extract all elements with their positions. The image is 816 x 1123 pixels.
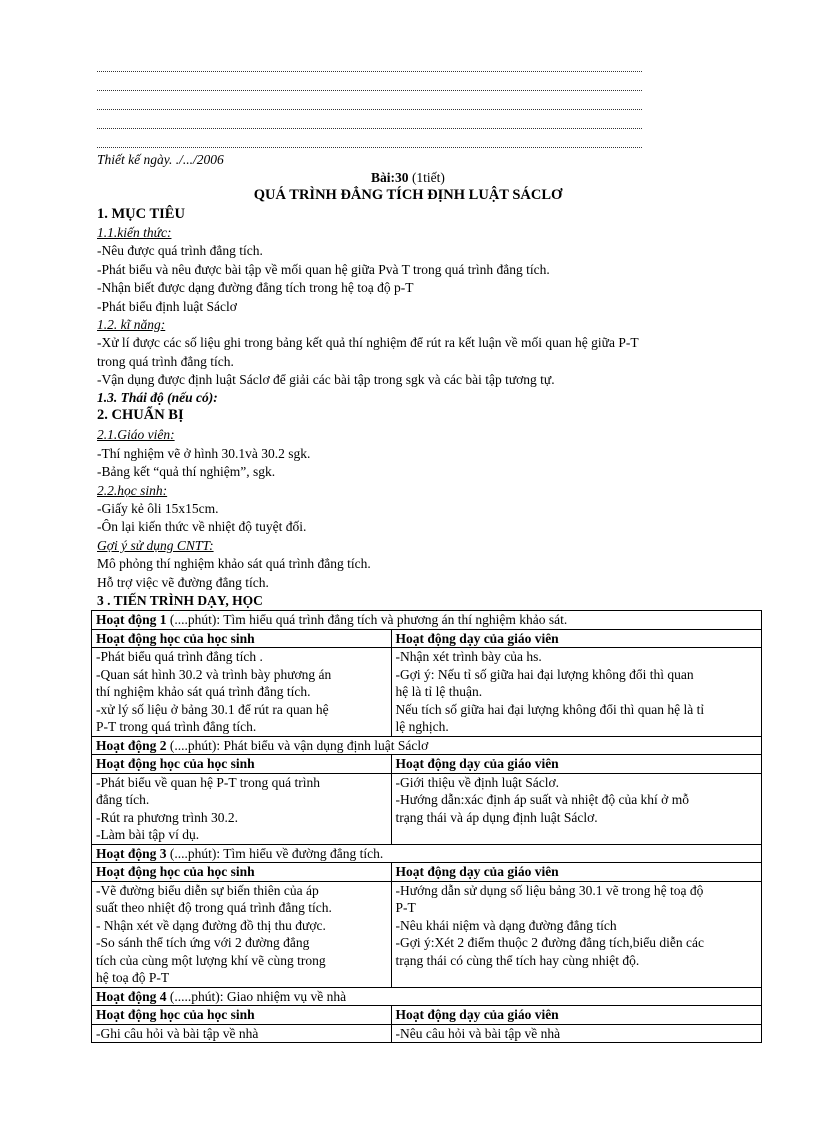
teacher-activity-cell	[391, 648, 761, 737]
lesson-duration: (1tiết)	[411, 170, 445, 185]
column-header-row	[92, 863, 762, 882]
teacher-item: -Bảng kết “quả thí nghiệm”, sgk.	[97, 464, 276, 479]
skills-item: trong quá trình đẳng tích.	[97, 354, 234, 369]
skills-label: 1.2. kĩ năng:	[97, 317, 166, 332]
knowledge-item: -Nêu được quá trình đẳng tích.	[97, 243, 263, 258]
lesson-title-line	[0, 170, 816, 186]
activity-header	[92, 736, 762, 755]
lesson-title: Bài:30	[371, 170, 409, 185]
skills-item: -Vận dụng được định luật Sáclơ để giải các bài tập trong sgk và các bài tập tương tự.	[97, 372, 555, 387]
design-date: Thiết kế ngày. ./.../2006	[97, 152, 224, 167]
column-header-row	[92, 1006, 762, 1025]
student-activity-line: -Ghi câu hỏi và bài tập về nhà	[96, 1025, 259, 1041]
teacher-activity-line: hệ là tỉ lệ thuận.	[395, 684, 483, 699]
student-activity-line: đẳng tích.	[96, 792, 150, 807]
activity-desc: (.....phút): Giao nhiệm vụ về nhà	[166, 988, 347, 1004]
activity-desc: (....phút): Tìm hiểu về đường đẳng tích.	[166, 845, 384, 861]
activity-content-row	[92, 881, 762, 987]
teacher-column-header: Hoạt động dạy của giáo viên	[391, 1006, 761, 1025]
activity-content-row	[92, 773, 762, 844]
knowledge-label: 1.1.kiến thức:	[97, 225, 172, 240]
student-activity-line: -Phát biểu quá trình đẳng tích .	[96, 649, 263, 664]
activity-content-row	[92, 648, 762, 737]
student-activity-cell	[92, 881, 392, 987]
student-item: -Giấy kẻ ôli 15x15cm.	[97, 501, 219, 516]
column-header-row	[92, 629, 762, 648]
teacher-activity-cell	[391, 881, 761, 987]
column-header-row	[92, 755, 762, 774]
teacher-activity-line: lệ nghịch.	[395, 719, 449, 734]
teacher-activity-cell	[391, 1024, 761, 1043]
teacher-item: -Thí nghiệm vẽ ở hình 30.1và 30.2 sgk.	[97, 446, 311, 461]
activity-label: Hoạt động 2	[96, 737, 167, 753]
activity-header	[92, 844, 762, 863]
skills-item: -Xử lí được các số liệu ghi trong bảng kết quả thí nghiệm để rút ra kết luận về mối quan hệ giữa P-T	[97, 335, 639, 350]
objectives-heading: 1. MỤC TIÊU	[97, 206, 185, 222]
knowledge-item: -Phát biểu định luật Sáclơ	[97, 299, 237, 314]
student-activity-line: -Làm bài tập ví dụ.	[96, 827, 200, 842]
teacher-activity-line: -Nêu khái niệm và dạng đường đẳng tích	[395, 917, 617, 933]
teacher-activity-line: -Nêu câu hỏi và bài tập về nhà	[395, 1025, 561, 1041]
process-heading: 3 . TIẾN TRÌNH DẠY, HỌC	[97, 593, 263, 608]
teacher-label: 2.1.Giáo viên:	[97, 427, 175, 442]
activity-header-row	[92, 987, 762, 1006]
preparation-heading: 2. CHUẨN BỊ	[97, 407, 184, 423]
student-activity-line: - Nhận xét về dạng đường đồ thị thu được.	[96, 917, 326, 933]
student-column-header: Hoạt động học của học sinh	[92, 863, 392, 882]
student-activity-cell	[92, 1024, 392, 1043]
student-label: 2.2.học sinh:	[97, 483, 168, 498]
teacher-column-header: Hoạt động dạy của giáo viên	[391, 863, 761, 882]
student-column-header: Hoạt động học của học sinh	[92, 755, 392, 774]
dotted-line	[97, 99, 642, 110]
dotted-line	[97, 61, 642, 72]
student-activity-line: P-T trong quá trình đẳng tích.	[96, 719, 257, 734]
teacher-activity-line: -Gợi ý:Xét 2 điểm thuộc 2 đường đẳng tích,biểu diễn các	[395, 935, 704, 950]
student-activity-line: -Phát biểu về quan hệ P-T trong quá trình	[96, 774, 320, 790]
teacher-activity-line: -Gợi ý: Nếu tỉ số giữa hai đại lượng không đổi thì quan	[395, 666, 694, 682]
student-activity-line: suất theo nhiệt độ trong quá trình đẳng tích.	[96, 900, 332, 915]
knowledge-item: -Nhận biết được dạng đường đẳng tích trong hệ toạ độ p-T	[97, 280, 414, 295]
student-activity-cell	[92, 648, 392, 737]
activity-header	[92, 611, 762, 630]
student-column-header: Hoạt động học của học sinh	[92, 629, 392, 648]
activity-label: Hoạt động 3	[96, 845, 167, 861]
student-column-header: Hoạt động học của học sinh	[92, 1006, 392, 1025]
dotted-line	[97, 118, 642, 129]
dotted-line	[97, 80, 642, 91]
activity-table	[91, 610, 762, 1043]
dotted-line	[97, 137, 642, 148]
knowledge-item: -Phát biểu và nêu được bài tập về mối quan hệ giữa Pvà T trong quá trình đẳng tích.	[97, 262, 550, 277]
student-activity-line: -Rút ra phương trình 30.2.	[96, 809, 238, 825]
teacher-activity-line: Nếu tích số giữa hai đại lượng không đổi thì quan hệ là tỉ	[395, 701, 705, 717]
student-activity-line: -So sánh thể tích ứng với 2 đường đẳng	[96, 935, 310, 950]
ict-label: Gợi ý sử dụng CNTT:	[97, 538, 214, 553]
activity-header-row	[92, 611, 762, 630]
teacher-activity-line: P-T	[395, 900, 416, 915]
teacher-activity-line: -Hướng dẫn sử dụng số liệu bảng 30.1 vẽ trong hệ toạ độ	[395, 882, 704, 898]
student-activity-line: -Quan sát hình 30.2 và trình bày phương án	[96, 666, 332, 682]
teacher-activity-line: -Nhận xét trình bày của hs.	[395, 649, 542, 664]
activity-desc: (....phút): Tìm hiểu quá trình đẳng tích và phương án thí nghiệm khảo sát.	[166, 612, 568, 627]
student-activity-line: -Vẽ đường biểu diễn sự biến thiên của áp	[96, 882, 319, 898]
teacher-activity-line: -Giới thiệu về định luật Sáclơ.	[395, 774, 560, 790]
activity-label: Hoạt động 1	[96, 612, 167, 627]
student-activity-line: tích của cùng một lượng khí vẽ cùng trong	[96, 952, 326, 968]
student-item: -Ôn lại kiến thức về nhiệt độ tuyệt đối.	[97, 519, 307, 534]
activity-content-row	[92, 1024, 762, 1043]
student-activity-line: -xử lý số liệu ở bảng 30.1 để rút ra quan hệ	[96, 701, 329, 717]
ict-item: Mô phỏng thí nghiệm khảo sát quá trình đẳng tích.	[97, 556, 371, 571]
activity-header-row	[92, 844, 762, 863]
activity-header	[92, 987, 762, 1006]
activity-label: Hoạt động 4	[96, 988, 167, 1004]
activity-header-row	[92, 736, 762, 755]
teacher-activity-cell	[391, 773, 761, 844]
lesson-heading: QUÁ TRÌNH ĐẲNG TÍCH ĐỊNH LUẬT SÁCLƠ	[253, 187, 563, 203]
teacher-column-header: Hoạt động dạy của giáo viên	[391, 755, 761, 774]
teacher-column-header: Hoạt động dạy của giáo viên	[391, 629, 761, 648]
teacher-activity-line: -Hướng dẫn:xác định áp suất và nhiệt độ của khí ở mỗ	[395, 792, 689, 807]
student-activity-line: thí nghiệm khảo sát quá trình đẳng tích.	[96, 684, 311, 699]
student-activity-line: hệ toạ độ P-T	[96, 970, 170, 985]
ict-item: Hỗ trợ việc vẽ đường đẳng tích.	[97, 575, 269, 590]
teacher-activity-line: trạng thái có cùng thể tích hay cùng nhiệt độ.	[395, 952, 640, 968]
activity-desc: (....phút): Phát biểu và vận dụng định luật Sáclơ	[166, 737, 429, 753]
teacher-activity-line: trạng thái và áp dụng định luật Sáclơ.	[395, 809, 598, 825]
student-activity-cell	[92, 773, 392, 844]
attitude-label: 1.3. Thái độ (nếu có):	[97, 390, 218, 405]
